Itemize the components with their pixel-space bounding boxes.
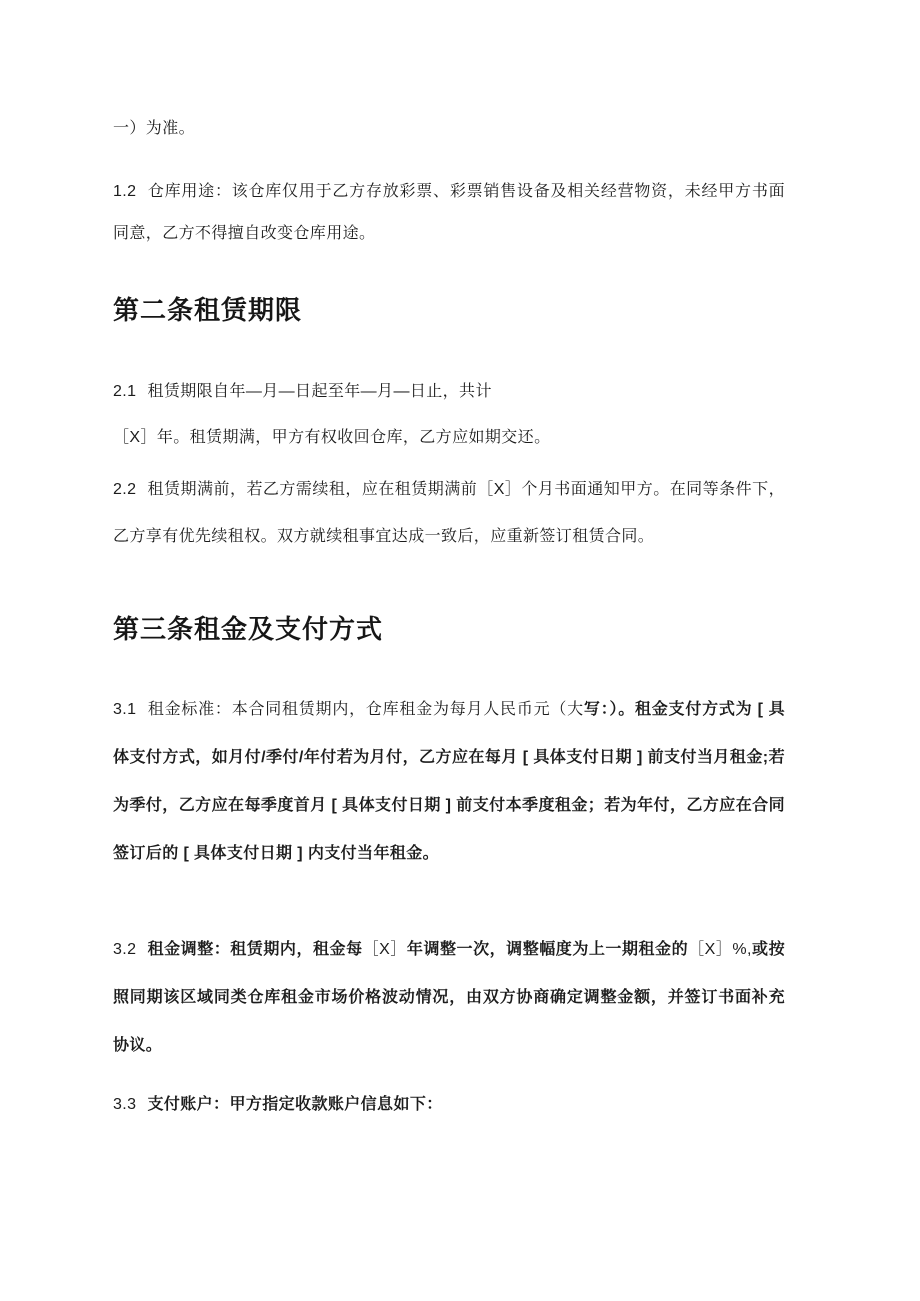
paragraph-clause-3-1 — [113, 686, 785, 878]
clause-number: 3.1 — [113, 701, 137, 718]
paragraph-clause-1-2 — [113, 171, 785, 255]
clause-3-2-placeholder-x: ［X］%, — [688, 941, 752, 958]
section-3-heading: 第三条租金及支付方式 — [113, 614, 384, 644]
intro-fragment-text: 一）为准。 — [113, 120, 196, 137]
paragraph-clause-2-1 — [113, 369, 785, 461]
paragraph-intro-fragment — [113, 106, 785, 152]
paragraph-clause-3-3 — [113, 1081, 785, 1129]
clause-3-1-regular-text: 租金标准：本合同租赁期内，仓库租金为每月人民币元（大 — [147, 701, 584, 718]
section-2-heading: 第二条租赁期限 — [113, 295, 303, 325]
clause-3-1-bold-text: 写：）。租金支付方式为 [ 具体支付方式，如月付/季付/年付若为月付，乙方应在每月 [ 具体支付日期 ] 前支付当月租金;若为季付，乙方应在每季度首月 [ 具体支付日期 ] 前支付本季度租金；若为年付，乙方应在合同签订后的 [ 具体支付日期 ] 内支付当年租金。 — [113, 701, 785, 862]
clause-3-2-placeholder-x: ［X］ — [362, 941, 407, 958]
clause-number: 3.2 — [113, 941, 137, 958]
paragraph-clause-3-2 — [113, 926, 785, 1070]
clause-number: 2.1 — [113, 383, 137, 400]
clause-2-1-line2: ［X］年。租赁期满，甲方有权收回仓库，乙方应如期交还。 — [113, 429, 551, 446]
paragraph-clause-2-2 — [113, 466, 785, 560]
clause-3-2-bold-text: 年调整一次，调整幅度为上一期租金的 — [406, 941, 689, 958]
clause-2-2-text: 租赁期满前，若乙方需续租，应在租赁期满前［X］个月书面通知甲方。在同等条件下，乙方享有优先续租权。双方就续租事宜达成一致后，应重新签订租赁合同。 — [113, 481, 785, 545]
clause-number: 2.2 — [113, 481, 137, 498]
clause-2-1-line1: 租赁期限自年—月—日起至年—月—日止，共计 — [147, 383, 492, 400]
clause-3-2-bold-text: 租金调整：租赁期内，租金每 — [147, 941, 363, 958]
clause-number: 1.2 — [113, 183, 137, 200]
clause-3-3-bold-text: 支付账户：甲方指定收款账户信息如下： — [147, 1096, 443, 1113]
clause-number: 3.3 — [113, 1096, 137, 1113]
clause-1-2-text: 仓库用途：该仓库仅用于乙方存放彩票、彩票销售设备及相关经营物资，未经甲方书面同意，乙方不得擅自改变仓库用途。 — [113, 183, 785, 242]
clause-3-2-bold-text: 或按照同期该区域同类仓库租金市场价格波动情况，由双方协商确定调整金额，并签订书面补充协议。 — [113, 941, 785, 1054]
